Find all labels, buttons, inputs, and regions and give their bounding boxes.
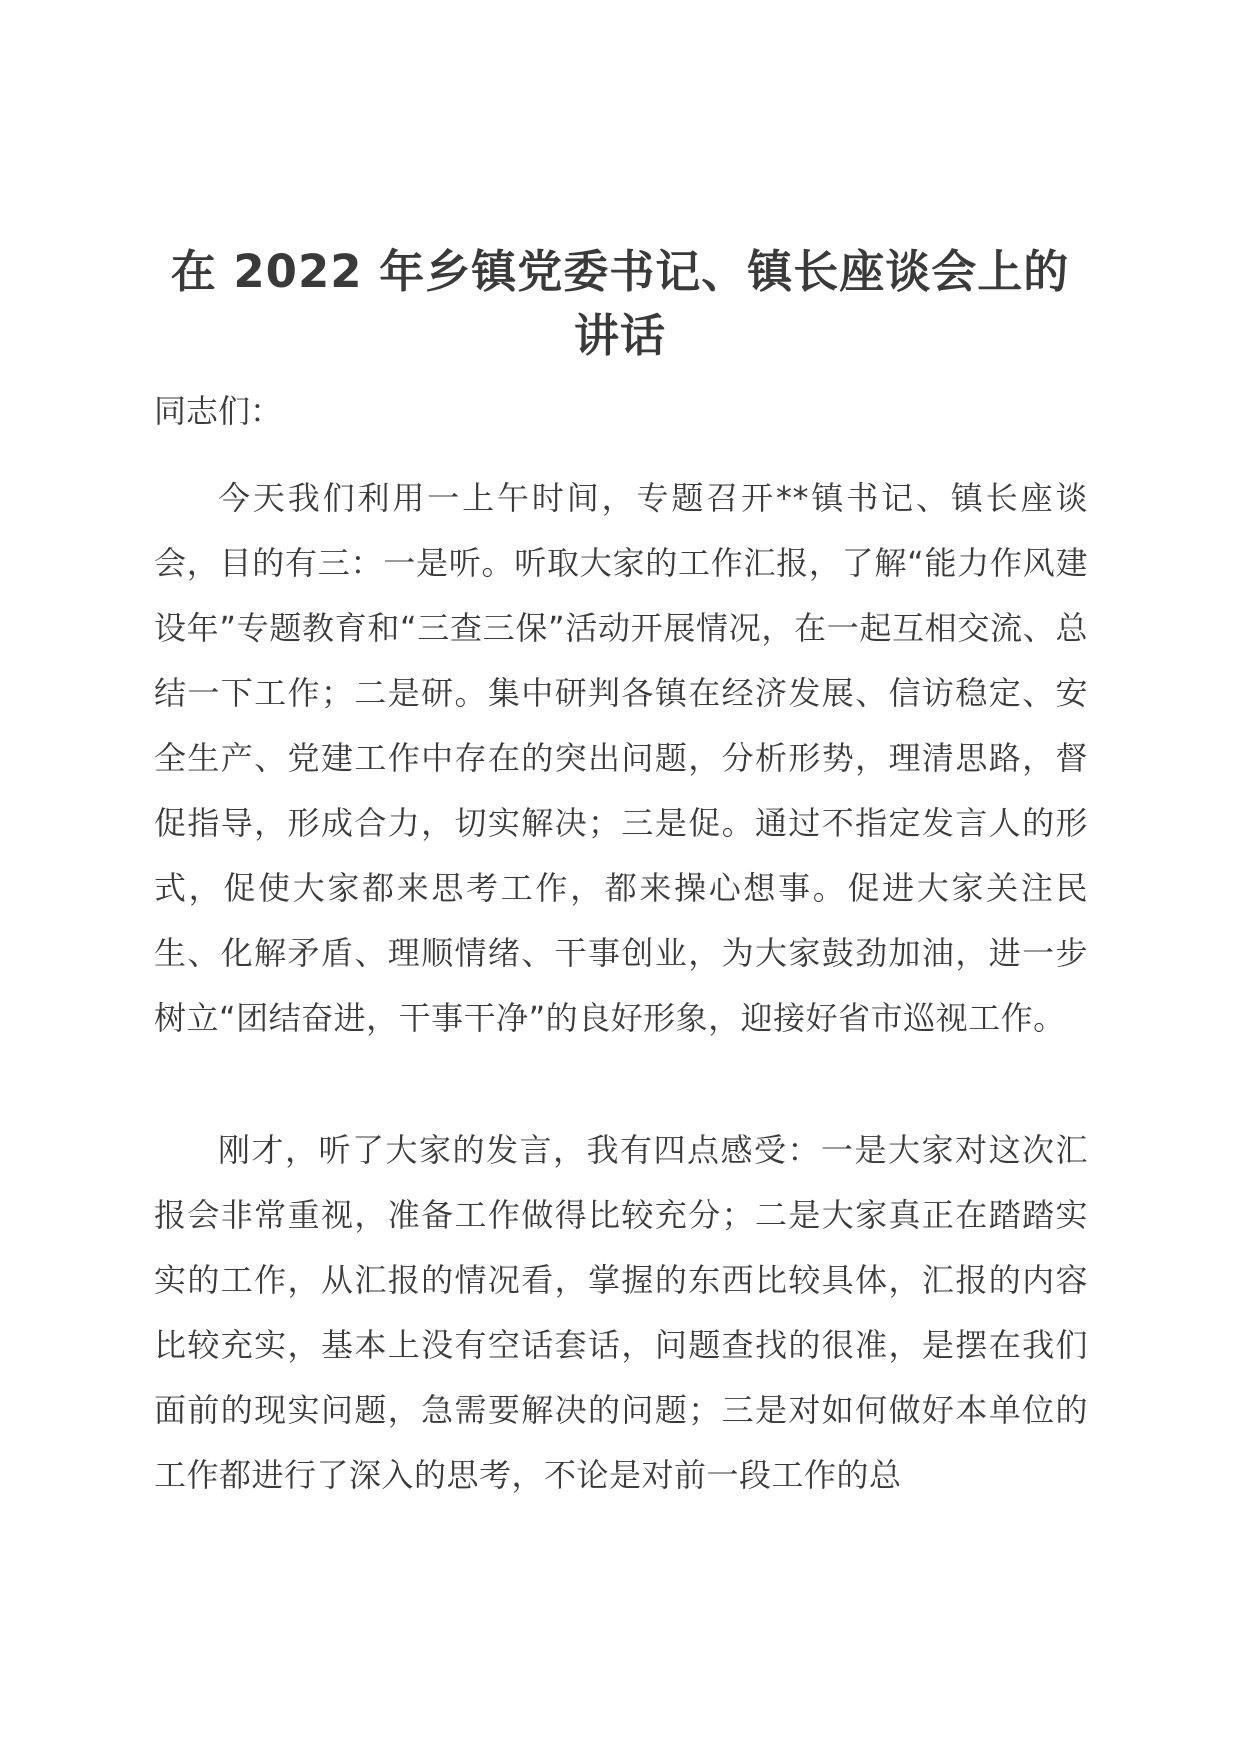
paragraph: 今天我们利用一上午时间，专题召开**镇书记、镇长座谈会，目的有三：一是听。听取大家的工作汇报，了解“能力作风建设年”专题教育和“三查三保”活动开展情况，在一起互相交流、总结一下工作；二是研。集中研判各镇在经济发展、信访稳定、安全生产、党建工作中存在的突出问题，分析形势，理清思路，督促指导，形成合力，切实解决；三是促。通过不指定发言人的形式，促使大家都来思考工作，都来操心想事。促进大家关注民生、化解矛盾、理顺情绪、干事创业，为大家鼓劲加油，进一步树立“团结奋进，干事干净”的良好形象，迎接好省市巡视工作。: [154, 479, 1088, 1037]
title-block: [150, 240, 1090, 368]
document-title: 在 2022 年乡镇党委书记、镇长座谈会上的讲话: [170, 245, 1070, 362]
greeting: 同志们：: [154, 392, 283, 430]
paragraph: 刚才，听了大家的发言，我有四点感受：一是大家对这次汇报会非常重视，准备工作做得比较充分；二是大家真正在踏踏实实的工作，从汇报的情况看，掌握的东西比较具体，汇报的内容比较充实，基本上没有空话套话，问题查找的很准，是摆在我们面前的现实问题，急需要解决的问题；三是对如何做好本单位的工作都进行了深入的思考，不论是对前一段工作的总: [154, 1131, 1088, 1494]
